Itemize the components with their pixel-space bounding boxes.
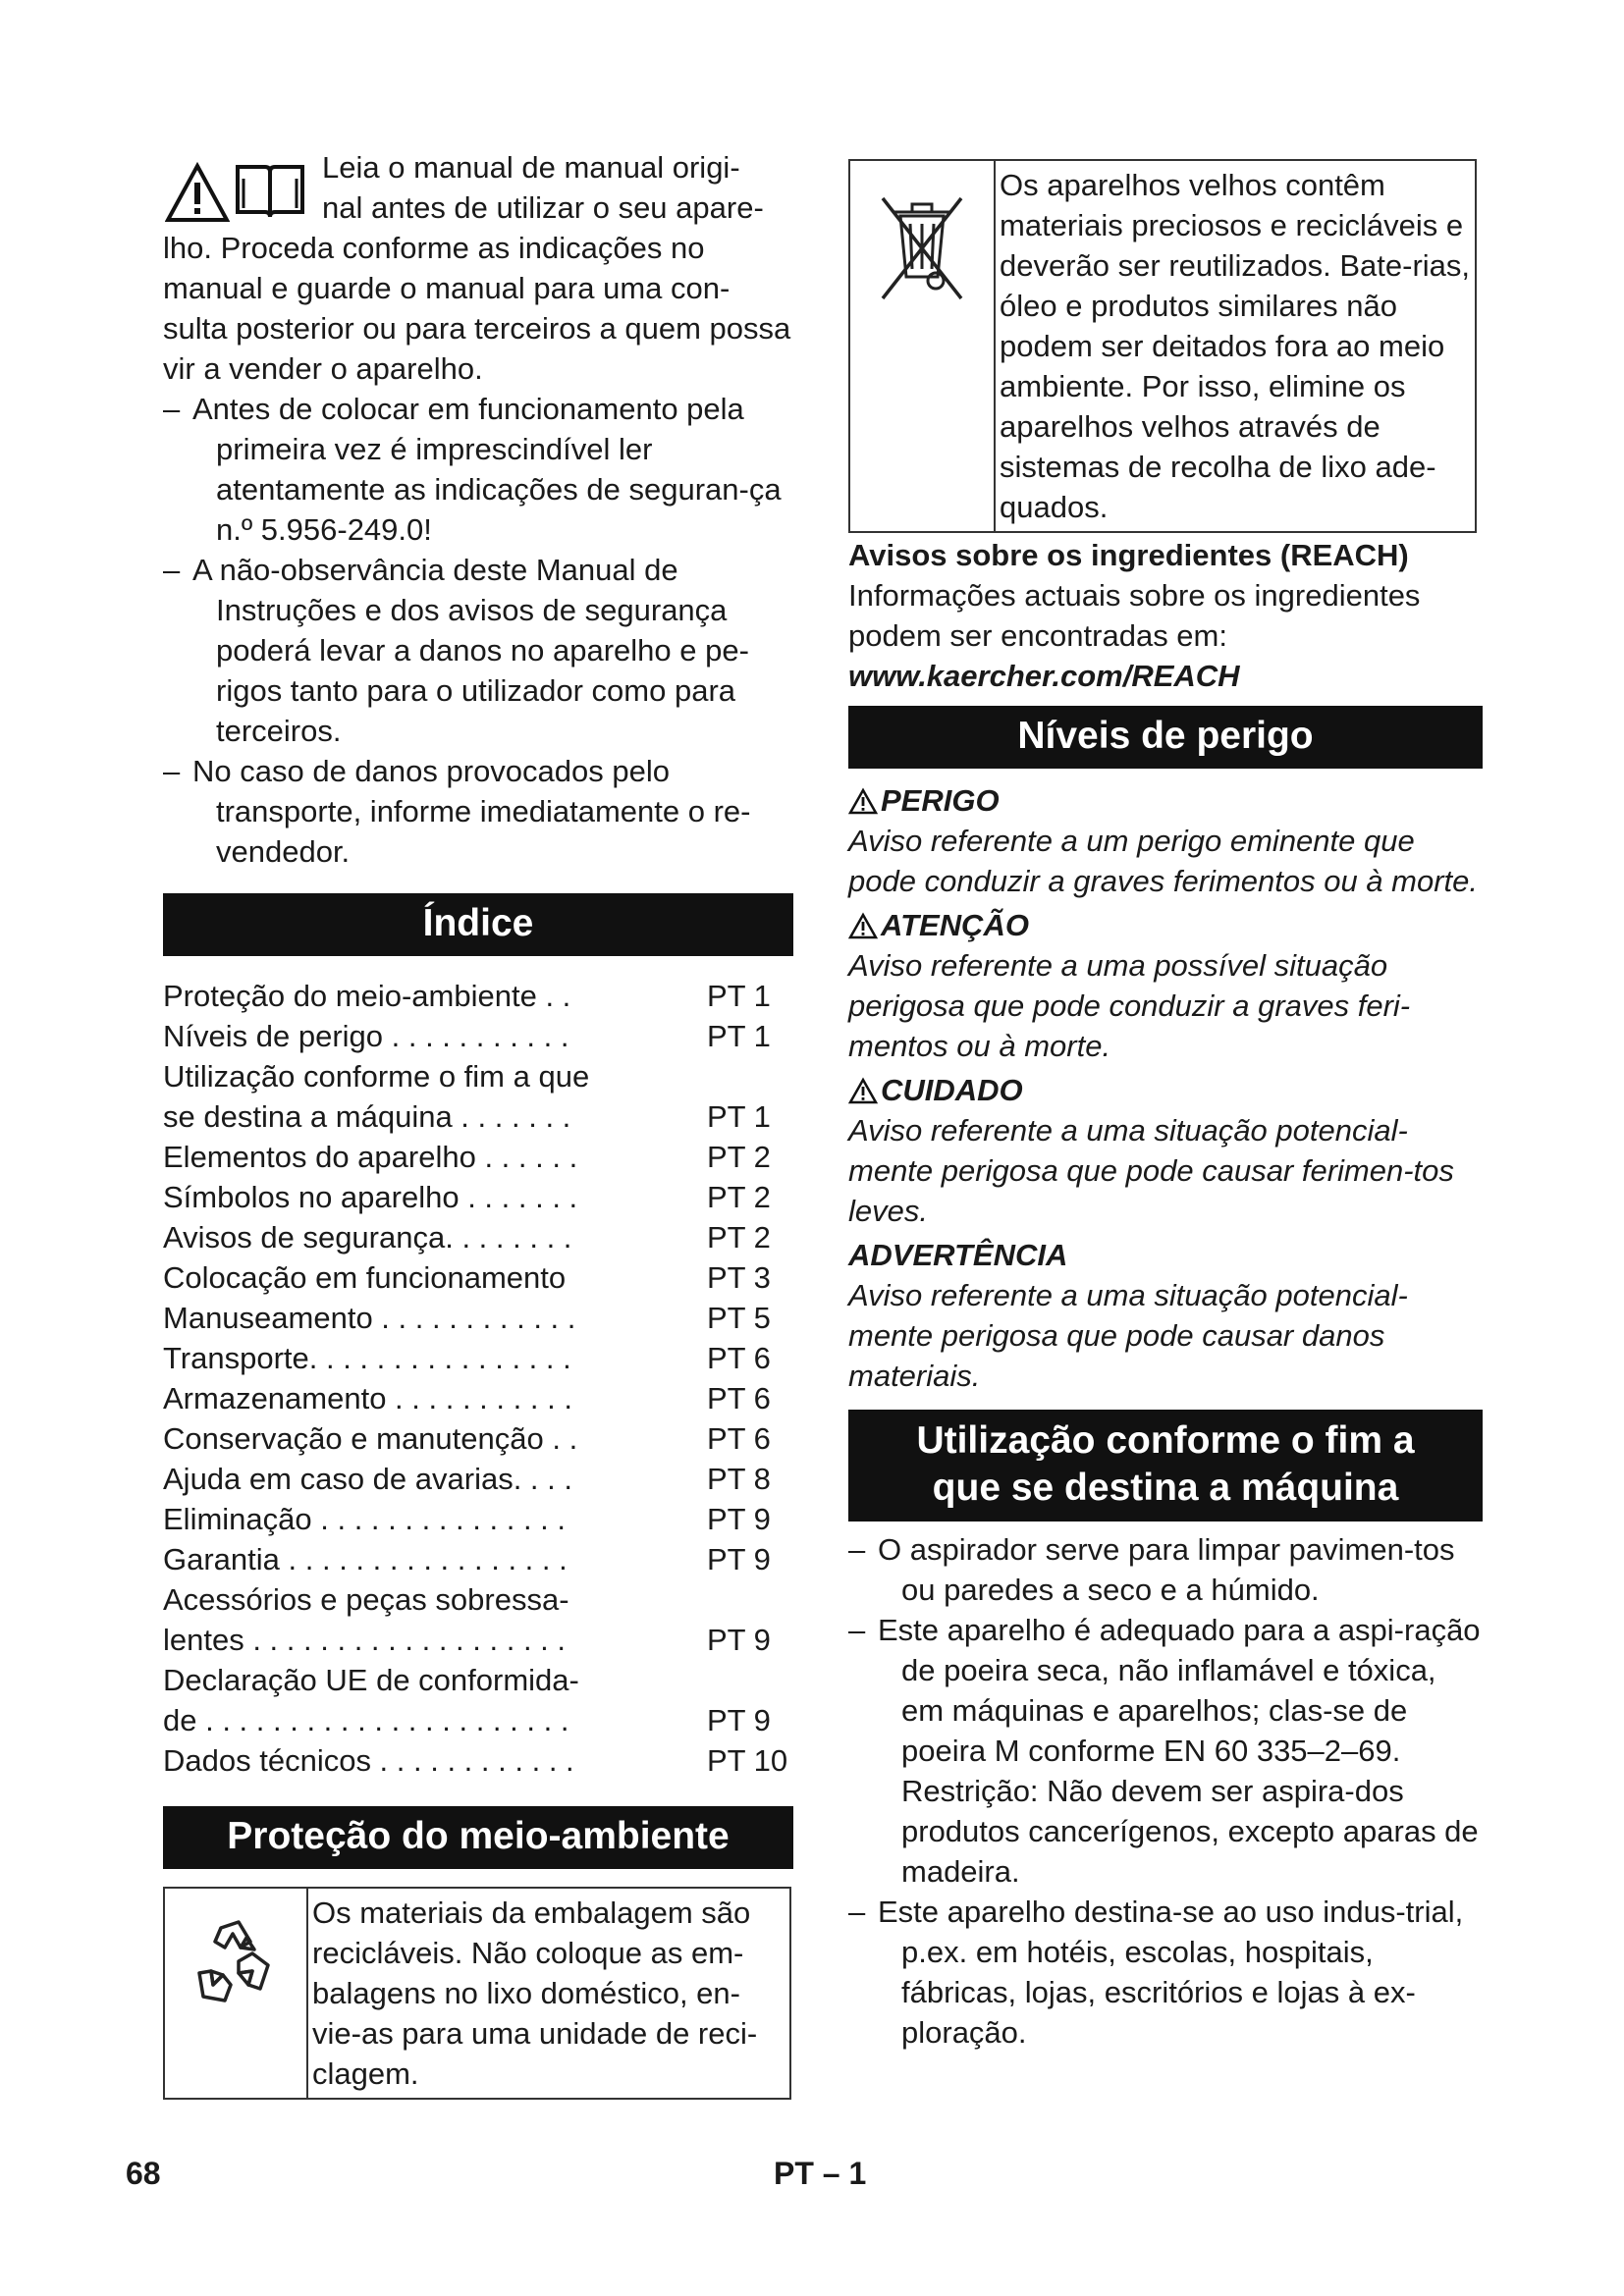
toc-entry bbox=[163, 1177, 793, 1217]
dash: – bbox=[163, 754, 181, 788]
danger-level-text: Aviso referente a uma situação potencial-mente perigosa que pode causar ferimen-tos leves. bbox=[848, 1113, 1454, 1228]
toc-entry-page: PT 9 bbox=[707, 1623, 771, 1657]
danger-levels-heading: Níveis de perigo bbox=[848, 706, 1483, 769]
page-number: 68 bbox=[126, 2156, 161, 2191]
toc-entry-page bbox=[703, 1579, 793, 1620]
recycle-icon bbox=[182, 1910, 290, 2018]
danger-level-label: CUIDADO bbox=[881, 1073, 1023, 1107]
intro-bullet: – Antes de colocar em funcionamento pela primeira vez é imprescindível ler atentamente as indicações de seguran-ça n.º 5.956-249.0! bbox=[163, 389, 793, 550]
toc-entry bbox=[163, 1459, 793, 1499]
section-code: PT bbox=[774, 2156, 814, 2191]
toc-entry-page: PT 1 bbox=[707, 979, 771, 1013]
toc-entry-page: PT 9 bbox=[707, 1542, 771, 1576]
toc-entry-page: PT 6 bbox=[707, 1421, 771, 1456]
toc-entry-title: Manuseamento . . . . . . . . . . . . bbox=[163, 1301, 576, 1335]
recycle-box bbox=[163, 1887, 791, 2100]
toc-entry bbox=[163, 1298, 793, 1338]
toc-entry-page: PT 10 bbox=[707, 1743, 788, 1778]
toc-entry-page bbox=[703, 1660, 793, 1700]
toc-entry-title: Armazenamento . . . . . . . . . . . bbox=[163, 1381, 572, 1415]
toc-entry-title: Utilização conforme o fim a que bbox=[163, 1059, 590, 1094]
intro-line-1: Leia o manual de manual origi- bbox=[322, 150, 740, 185]
intro-bullet: – No caso de danos provocados pelo transporte, informe imediatamente o re-vendedor. bbox=[163, 751, 793, 872]
toc-entry-title: Transporte. . . . . . . . . . . . . . . . bbox=[163, 1341, 571, 1375]
toc-entry-title: Eliminação . . . . . . . . . . . . . . . bbox=[163, 1502, 567, 1536]
intro-bullet: – A não-observância deste Manual de Instruções e dos avisos de segurança poderá levar a danos no aparelho e pe-rigos tanto para o utilizador como para terceiros. bbox=[163, 550, 793, 751]
danger-level-perigo bbox=[848, 780, 1483, 901]
toc-entry-title: Acessórios e peças sobressa- bbox=[163, 1582, 569, 1617]
dash: – bbox=[848, 1532, 866, 1567]
right-column bbox=[848, 159, 1483, 2053]
reach-url: www.kaercher.com/REACH bbox=[848, 659, 1240, 693]
toc-entry-page: PT 1 bbox=[707, 1019, 771, 1053]
toc-entry-page: PT 2 bbox=[707, 1140, 771, 1174]
toc-entry bbox=[163, 1338, 793, 1378]
reach-heading: Avisos sobre os ingredientes (REACH) bbox=[848, 538, 1409, 572]
toc-entry bbox=[163, 1740, 793, 1781]
intended-use-heading: Utilização conforme o fim a que se destina a máquina bbox=[848, 1410, 1483, 1522]
environment-heading: Proteção do meio-ambiente bbox=[163, 1806, 793, 1869]
toc-entry-page: PT 9 bbox=[707, 1502, 771, 1536]
warning-triangle-icon bbox=[848, 1077, 878, 1104]
warning-triangle-icon bbox=[848, 912, 878, 939]
intended-use-bullet: – O aspirador serve para limpar pavimen-tos ou paredes a seco e a húmido. bbox=[848, 1529, 1483, 1610]
index-heading: Índice bbox=[163, 893, 793, 956]
recycle-text: Os materiais da embalagem são recicláveis. Não coloque as em-balagens no lixo doméstico, en-vie-as para uma unidade de reci-clagem. bbox=[312, 1896, 758, 2091]
toc-entry-page: PT 2 bbox=[707, 1220, 771, 1255]
toc-entry-page bbox=[703, 1056, 793, 1096]
toc-entry-page: PT 2 bbox=[707, 1180, 771, 1214]
toc-entry-page: PT 6 bbox=[707, 1341, 771, 1375]
danger-level-text: Aviso referente a uma situação potencial-mente perigosa que pode causar danos materiais. bbox=[848, 1278, 1408, 1393]
toc-entry-title: Símbolos no aparelho . . . . . . . bbox=[163, 1180, 578, 1214]
recycle-icon-cell bbox=[165, 1889, 308, 2098]
toc-entry bbox=[163, 1499, 793, 1539]
toc-entry-title: Colocação em funcionamento bbox=[163, 1260, 567, 1295]
reach-text: Informações actuais sobre os ingredientes podem ser encontradas em: bbox=[848, 578, 1421, 653]
intro-text: lho. Proceda conforme as indicações no manual e guarde o manual para uma con-sulta posterior ou para terceiros a quem possa vir a vender o aparelho. bbox=[163, 231, 791, 386]
toc-entry-title: Dados técnicos . . . . . . . . . . . . bbox=[163, 1743, 574, 1778]
toc-entry bbox=[163, 1096, 793, 1137]
toc-entry bbox=[163, 1620, 793, 1660]
crossed-out-bin-icon bbox=[871, 188, 973, 306]
danger-level-text: Aviso referente a um perigo eminente que pode conduzir a graves ferimentos ou à morte. bbox=[848, 824, 1479, 898]
toc-entry bbox=[163, 1579, 793, 1620]
toc-entry bbox=[163, 1418, 793, 1459]
toc-entry bbox=[163, 1257, 793, 1298]
toc-entry bbox=[163, 1016, 793, 1056]
toc-entry-title: Avisos de segurança. . . . . . . . bbox=[163, 1220, 572, 1255]
toc-entry-title: Proteção do meio-ambiente . . bbox=[163, 979, 571, 1013]
toc-entry-title: Níveis de perigo . . . . . . . . . . . bbox=[163, 1019, 569, 1053]
toc-entry-title: se destina a máquina . . . . . . . bbox=[163, 1099, 571, 1134]
warning-triangle-icon bbox=[165, 161, 230, 226]
intended-use-bullet: – Este aparelho é adequado para a aspi-ração de poeira seca, não inflamável e tóxica, em máquinas e aparelhos; clas-se de poeira M conforme EN 60 335–2–69. Restrição: Não devem ser aspira-dos produtos cancerígenos, excepto aparas de madeira. bbox=[848, 1610, 1483, 1892]
danger-level-cuidado bbox=[848, 1070, 1483, 1231]
weee-text: Os aparelhos velhos contêm materiais preciosos e recicláveis e deverão ser reutilizados. Bate-rias, óleo e produtos similares não podem ser deitados fora ao meio ambiente. Por isso, elimine os aparelhos velhos através de sistemas de recolha de lixo ade-quados. bbox=[1000, 168, 1471, 524]
section-footer bbox=[774, 2156, 866, 2192]
toc-entry bbox=[163, 1217, 793, 1257]
toc-entry-title: Conservação e manutenção . . bbox=[163, 1421, 578, 1456]
toc-entry-title: de . . . . . . . . . . . . . . . . . . . . . . bbox=[163, 1703, 569, 1737]
open-book-icon bbox=[232, 159, 308, 224]
toc-entry-page: PT 8 bbox=[707, 1462, 771, 1496]
intro-line-2: nal antes de utilizar o seu apare- bbox=[322, 190, 764, 225]
toc-entry bbox=[163, 976, 793, 1016]
warning-triangle-icon bbox=[848, 787, 878, 815]
toc-entry bbox=[163, 1137, 793, 1177]
toc-entry-page: PT 1 bbox=[707, 1099, 771, 1134]
toc-entry-title: Garantia . . . . . . . . . . . . . . . . . bbox=[163, 1542, 568, 1576]
warning-manual-icons bbox=[163, 151, 308, 230]
danger-level-label: PERIGO bbox=[881, 783, 1000, 818]
section-page: – 1 bbox=[822, 2156, 867, 2191]
dash: – bbox=[163, 553, 181, 587]
danger-levels-list bbox=[848, 780, 1483, 1396]
left-column bbox=[163, 147, 793, 2100]
intro-section bbox=[163, 147, 793, 872]
danger-level-label: ADVERTÊNCIA bbox=[848, 1238, 1068, 1272]
table-of-contents bbox=[163, 976, 793, 1781]
toc-entry bbox=[163, 1700, 793, 1740]
toc-entry-page: PT 9 bbox=[707, 1703, 771, 1737]
toc-entry bbox=[163, 1056, 793, 1096]
toc-entry-title: Declaração UE de conformida- bbox=[163, 1663, 579, 1697]
toc-entry-page: PT 5 bbox=[707, 1301, 771, 1335]
intended-use-list bbox=[848, 1529, 1483, 2053]
danger-level-text: Aviso referente a uma possível situação perigosa que pode conduzir a graves feri-mentos ou à morte. bbox=[848, 948, 1411, 1063]
toc-entry-title: Elementos do aparelho . . . . . . bbox=[163, 1140, 578, 1174]
intended-use-bullet: – Este aparelho destina-se ao uso indus-trial, p.ex. em hotéis, escolas, hospitais, fábricas, lojas, escritórios e lojas à ex-ploração. bbox=[848, 1892, 1483, 2053]
toc-entry-title: lentes . . . . . . . . . . . . . . . . . . . bbox=[163, 1623, 567, 1657]
danger-level-advertencia bbox=[848, 1235, 1483, 1396]
danger-level-label: ATENÇÃO bbox=[881, 908, 1029, 942]
weee-box bbox=[848, 159, 1477, 533]
dash: – bbox=[163, 392, 181, 426]
toc-entry-title: Ajuda em caso de avarias. . . . bbox=[163, 1462, 572, 1496]
toc-entry bbox=[163, 1660, 793, 1700]
toc-entry bbox=[163, 1539, 793, 1579]
danger-level-atencao bbox=[848, 905, 1483, 1066]
weee-icon-cell bbox=[850, 161, 996, 531]
toc-entry bbox=[163, 1378, 793, 1418]
dash: – bbox=[848, 1895, 866, 1929]
dash: – bbox=[848, 1613, 866, 1647]
toc-entry-page: PT 3 bbox=[707, 1260, 771, 1295]
toc-entry-page: PT 6 bbox=[707, 1381, 771, 1415]
